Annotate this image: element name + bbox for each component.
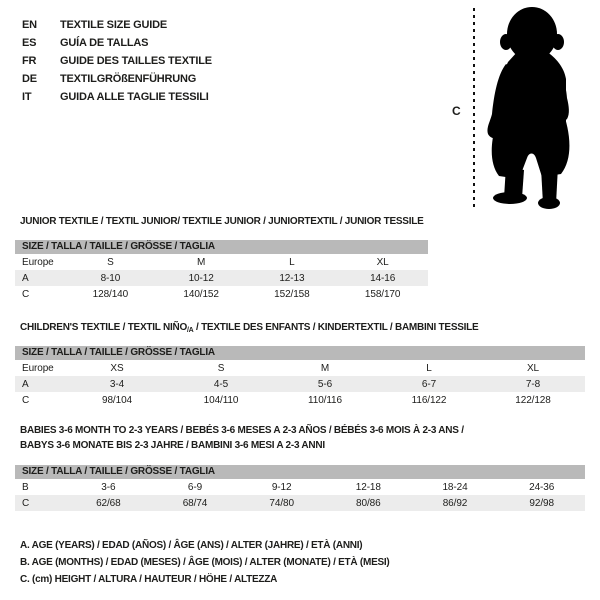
baby-silhouette-icon — [486, 6, 596, 211]
age-cell: 4-5 — [213, 378, 229, 390]
height-cell: 104/110 — [203, 394, 239, 406]
row-label: C — [22, 497, 30, 509]
children-title-subscript: /A — [186, 327, 194, 334]
lang-code: IT — [22, 91, 32, 103]
row-label: A — [22, 272, 29, 284]
age-cell: 12-13 — [279, 272, 305, 284]
junior-size-header: SIZE / TALLA / TAILLE / GRÖSSE / TAGLIA — [15, 240, 428, 254]
height-marker-label: C — [452, 104, 461, 118]
table-row — [15, 286, 428, 302]
footnote-height: C. (cm) HEIGHT / ALTURA / HAUTEUR / HÖHE / ALTEZZA — [20, 574, 278, 585]
size-cell: S — [217, 362, 225, 374]
age-cell: 3-4 — [109, 378, 125, 390]
size-cell: M — [320, 362, 330, 374]
size-cell: L — [426, 362, 432, 374]
footnotes — [20, 537, 390, 588]
babies-title-line1: BABIES 3-6 MONTH TO 2-3 YEARS / BEBÉS 3-6 MESES A 2-3 AÑOS / BÉBÉS 3-6 MOIS À 2-3 ANS / — [20, 425, 464, 436]
size-cell: S — [107, 256, 114, 268]
height-cell: 62/68 — [96, 497, 121, 509]
size-cell: XS — [110, 362, 124, 374]
size-cell: L — [289, 256, 295, 268]
age-cell: 3-6 — [101, 481, 116, 493]
lang-label: TEXTILGRÖßENFÜHRUNG — [60, 73, 197, 85]
lang-row-es — [22, 34, 212, 52]
size-cell: XL — [526, 362, 540, 374]
children-title-part2: / TEXTILE DES ENFANTS / KINDERTEXTIL / BAMBINI TESSILE — [193, 322, 479, 333]
lang-code: EN — [22, 19, 37, 31]
size-cell: M — [197, 256, 206, 268]
row-label: Europe — [22, 256, 54, 268]
children-section-title — [20, 320, 478, 338]
lang-label: GUIDA ALLE TAGLIE TESSILI — [60, 91, 209, 103]
age-cell: 10-12 — [188, 272, 214, 284]
language-header — [22, 16, 212, 106]
row-label: C — [22, 394, 30, 406]
lang-code: ES — [22, 37, 37, 49]
height-cell: 122/128 — [515, 394, 551, 406]
lang-row-en — [22, 16, 212, 34]
baby-height-figure — [450, 4, 600, 214]
height-cell: 86/92 — [442, 497, 468, 509]
table-row — [15, 254, 428, 270]
lang-label: GUIDE DES TAILLES TEXTILE — [60, 55, 212, 67]
height-cell: 98/104 — [102, 394, 132, 406]
lang-row-fr — [22, 52, 212, 70]
table-row — [15, 479, 585, 495]
age-cell: 5-6 — [317, 378, 333, 390]
height-cell: 152/158 — [274, 288, 310, 300]
age-cell: 8-10 — [100, 272, 121, 284]
children-size-header: SIZE / TALLA / TAILLE / GRÖSSE / TAGLIA — [15, 346, 585, 360]
age-cell: 6-9 — [187, 481, 203, 493]
lang-code: FR — [22, 55, 37, 67]
height-cell: 140/152 — [183, 288, 219, 300]
age-cell: 6-7 — [421, 378, 437, 390]
footnote-age-months: B. AGE (MONTHS) / EDAD (MESES) / ÂGE (MOIS) / ALTER (MONATE) / ETÀ (MESI) — [20, 557, 390, 568]
height-cell: 92/98 — [529, 497, 554, 509]
footnote-age-years: A. AGE (YEARS) / EDAD (AÑOS) / ÂGE (ANS) / ALTER (JAHRE) / ETÀ (ANNI) — [20, 540, 363, 551]
height-cell: 116/122 — [411, 394, 447, 406]
children-size-table — [15, 346, 585, 408]
babies-title-line2: BABYS 3-6 MONATE BIS 2-3 JAHRE / BAMBINI 3-6 MESI A 2-3 ANNI — [20, 440, 325, 451]
babies-size-header: SIZE / TALLA / TAILLE / GRÖSSE / TAGLIA — [15, 465, 585, 479]
table-row — [15, 495, 585, 511]
height-cell: 110/116 — [308, 394, 342, 406]
age-cell: 18-24 — [442, 481, 468, 493]
lang-label: GUÍA DE TALLAS — [60, 37, 149, 49]
row-label: C — [22, 288, 30, 300]
height-cell: 80/86 — [356, 497, 381, 509]
lang-label: TEXTILE SIZE GUIDE — [60, 19, 168, 31]
lang-row-de — [22, 70, 212, 88]
lang-row-it — [22, 88, 212, 106]
age-cell: 12-18 — [355, 481, 381, 493]
junior-size-table — [15, 240, 428, 302]
children-title-part1: CHILDREN'S TEXTILE / TEXTIL NIÑO — [20, 322, 187, 333]
table-row — [15, 270, 428, 286]
height-cell: 158/170 — [364, 288, 401, 300]
table-row — [15, 360, 585, 376]
junior-section-title: JUNIOR TEXTILE / TEXTIL JUNIOR/ TEXTILE JUNIOR / JUNIORTEXTIL / JUNIOR TESSILE — [20, 216, 424, 227]
lang-code: DE — [22, 73, 37, 85]
table-row — [15, 392, 585, 408]
size-cell: XL — [376, 256, 389, 268]
row-label: B — [22, 481, 29, 493]
row-label: A — [22, 378, 29, 390]
row-label: Europe — [22, 362, 54, 374]
table-row — [15, 376, 585, 392]
babies-size-table — [15, 465, 585, 511]
height-dotted-line — [473, 8, 475, 208]
age-cell: 9-12 — [271, 481, 292, 493]
age-cell: 14-16 — [370, 272, 396, 284]
height-cell: 68/74 — [182, 497, 208, 509]
height-cell: 74/80 — [269, 497, 294, 509]
age-cell: 24-36 — [529, 481, 555, 493]
height-cell: 128/140 — [92, 288, 129, 300]
babies-section-title — [20, 423, 464, 453]
age-cell: 7-8 — [525, 378, 541, 390]
